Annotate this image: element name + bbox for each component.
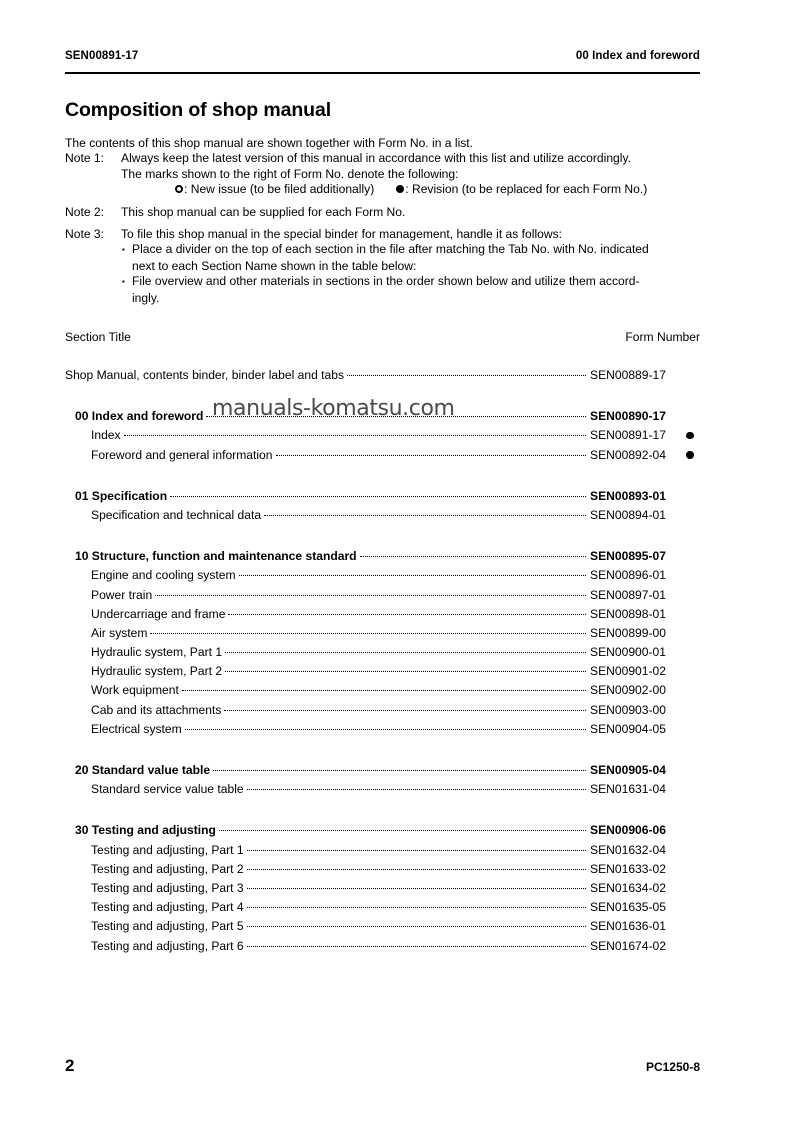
notes-spacer-1 <box>65 198 705 205</box>
toc-rows-container <box>65 368 700 958</box>
footer-page-number: 2 <box>65 1056 75 1075</box>
note-3-bullet-1-line-1: Place a divider on the top of each section in the file after matching the Tab No. with No. indicated <box>132 242 649 257</box>
revision-label: : Revision (to be replaced for each Form No.) <box>405 182 648 197</box>
toc-entry[interactable] <box>65 607 700 626</box>
toc-entry-title: Testing and adjusting, Part 3 <box>91 880 244 895</box>
toc-dot-leader <box>206 416 586 417</box>
toc-group-spacer <box>65 467 700 489</box>
page-title: Composition of shop manual <box>65 99 332 121</box>
footer-model-name: PC1250-8 <box>645 1060 700 1074</box>
toc-entry[interactable] <box>65 489 700 508</box>
toc-entry[interactable] <box>65 843 700 862</box>
toc-entry[interactable] <box>65 900 700 919</box>
toc-dot-leader <box>247 789 586 790</box>
toc-entry-form-number: SEN00899-00 <box>590 625 666 640</box>
toc-entry-title: Testing and adjusting, Part 2 <box>91 861 244 876</box>
toc-entry-title: 00 Index and foreword <box>75 409 204 424</box>
note-3-bullet-2-line-1: File overview and other materials in sections in the order shown below and utilize them accord- <box>132 274 640 289</box>
note-3-bullet-1-cont <box>65 259 705 274</box>
toc-dot-leader <box>170 496 586 497</box>
toc-dot-leader <box>225 652 586 653</box>
toc-entry[interactable] <box>65 939 700 958</box>
toc-entry-form-number: SEN01635-05 <box>590 900 666 915</box>
toc-entry[interactable] <box>65 763 700 782</box>
table-of-contents <box>65 330 700 958</box>
note-3-bullet-2-line-2: ingly. <box>132 290 160 305</box>
toc-entry-title: Testing and adjusting, Part 6 <box>91 938 244 953</box>
toc-entry[interactable] <box>65 368 700 387</box>
toc-header-form-number: Form Number <box>625 330 700 344</box>
toc-dot-leader <box>247 869 586 870</box>
note-1-text: Always keep the latest version of this manual in accordance with this list and utilize accordingly. <box>121 151 631 166</box>
toc-entry-title: 01 Specification <box>75 488 168 503</box>
note-2 <box>65 205 705 220</box>
toc-entry[interactable] <box>65 568 700 587</box>
note-3-bullet-1-line-2: next to each Section Name shown in the table below: <box>132 258 417 273</box>
toc-entry[interactable] <box>65 428 700 447</box>
toc-entry[interactable] <box>65 409 700 428</box>
toc-entry-form-number: SEN00890-17 <box>590 409 666 424</box>
toc-entry-form-number: SEN00902-00 <box>590 683 666 698</box>
toc-entry[interactable] <box>65 703 700 722</box>
toc-entry-form-number: SEN00903-00 <box>590 702 666 717</box>
toc-entry-form-number: SEN01636-01 <box>590 919 666 934</box>
toc-dot-leader <box>219 830 586 831</box>
toc-dot-leader <box>224 710 586 711</box>
toc-entry-form-number: SEN00898-01 <box>590 606 666 621</box>
note-2-text: This shop manual can be supplied for each Form No. <box>121 204 406 219</box>
header-section-name: 00 Index and foreword <box>575 50 700 62</box>
toc-entry-title: Testing and adjusting, Part 5 <box>91 919 244 934</box>
toc-entry-title: Index <box>91 428 121 443</box>
toc-entry-title: Standard service value table <box>91 782 244 797</box>
toc-dot-leader <box>264 515 586 516</box>
header-document-code: SEN00891-17 <box>65 50 139 62</box>
toc-entry[interactable] <box>65 722 700 741</box>
toc-dot-leader <box>247 946 586 947</box>
toc-entry[interactable] <box>65 881 700 900</box>
toc-entry-form-number: SEN00891-17 <box>590 428 666 443</box>
toc-entry-title: Testing and adjusting, Part 4 <box>91 900 244 915</box>
toc-dot-leader <box>276 455 586 456</box>
toc-dot-leader <box>347 375 586 376</box>
toc-dot-leader <box>185 729 586 730</box>
toc-entry-form-number: SEN00905-04 <box>590 763 666 777</box>
toc-entry-form-number: SEN00900-01 <box>590 645 666 660</box>
toc-entry-form-number: SEN00901-02 <box>590 664 666 679</box>
toc-entry-form-number: SEN00897-01 <box>590 587 666 602</box>
toc-entry-form-number: SEN00892-04 <box>590 447 666 462</box>
toc-group-spacer <box>65 387 700 409</box>
toc-entry-title: Cab and its attachments <box>91 702 222 717</box>
toc-entry-title: Undercarriage and frame <box>91 606 226 621</box>
note-3 <box>65 227 705 242</box>
toc-entry-form-number: SEN01674-02 <box>590 938 666 953</box>
intro-notes-block <box>65 136 705 306</box>
mark-legend-row <box>65 182 705 197</box>
toc-group-spacer <box>65 801 700 823</box>
notes-spacer-2 <box>65 220 705 227</box>
toc-entry[interactable] <box>65 683 700 702</box>
toc-dot-leader <box>247 850 586 851</box>
toc-entry-title: Electrical system <box>91 721 182 736</box>
toc-entry-form-number: SEN00889-17 <box>590 368 666 382</box>
toc-entry-title: Specification and technical data <box>91 507 262 522</box>
toc-entry[interactable] <box>65 588 700 607</box>
note-3-label: Note 3: <box>65 227 104 242</box>
toc-entry-title: Engine and cooling system <box>91 568 236 583</box>
page-header <box>65 50 700 62</box>
toc-dot-leader <box>225 671 586 672</box>
note-3-bullet-2-cont <box>65 291 705 306</box>
toc-entry-form-number: SEN01631-04 <box>590 782 666 797</box>
note-3-text: To file this shop manual in the special binder for management, handle it as follows: <box>121 227 562 242</box>
toc-entry-form-number: SEN01632-04 <box>590 842 666 857</box>
toc-entry[interactable] <box>65 645 700 664</box>
square-bullet-icon: ▪ <box>122 245 125 255</box>
toc-entry-revision-mark <box>686 428 700 442</box>
note-3-bullet-2 <box>65 274 705 290</box>
square-bullet-icon: ▪ <box>122 277 125 287</box>
toc-entry[interactable] <box>65 626 700 645</box>
new-issue-circle-icon <box>175 185 183 193</box>
toc-entry-title: 10 Structure, function and maintenance standard <box>75 549 357 564</box>
note-3-bullet-1 <box>65 242 705 258</box>
toc-entry-form-number: SEN01633-02 <box>590 861 666 876</box>
toc-dot-leader <box>155 595 586 596</box>
toc-group-spacer <box>65 741 700 763</box>
revision-dot-icon <box>686 432 694 440</box>
toc-entry[interactable] <box>65 508 700 527</box>
toc-dot-leader <box>124 435 586 436</box>
toc-entry-form-number: SEN00894-01 <box>590 507 666 522</box>
toc-dot-leader <box>239 575 586 576</box>
toc-entry-form-number: SEN01634-02 <box>590 880 666 895</box>
toc-dot-leader <box>247 907 586 908</box>
toc-entry-title: Hydraulic system, Part 1 <box>91 645 223 660</box>
toc-entry-title: Power train <box>91 587 153 602</box>
toc-dot-leader <box>213 770 586 771</box>
toc-entry-title: Testing and adjusting, Part 1 <box>91 842 244 857</box>
toc-entry-title: Air system <box>91 625 148 640</box>
new-issue-label: : New issue (to be filed additionally) <box>184 182 375 197</box>
toc-entry-form-number: SEN00893-01 <box>590 488 666 503</box>
toc-entry-form-number: SEN00906-06 <box>590 823 666 838</box>
toc-entry-form-number: SEN00904-05 <box>590 721 666 736</box>
toc-entry-title: Hydraulic system, Part 2 <box>91 664 223 679</box>
toc-entry[interactable] <box>65 448 700 467</box>
site-watermark: manuals-komatsu.com <box>212 396 455 421</box>
toc-entry-title: Shop Manual, contents binder, binder label and tabs <box>65 368 345 382</box>
note-1 <box>65 151 705 166</box>
toc-entry-form-number: SEN00896-01 <box>590 568 666 583</box>
note-1-label: Note 1: <box>65 151 104 166</box>
toc-group-spacer <box>65 527 700 549</box>
toc-dot-leader <box>247 926 586 927</box>
toc-entry-form-number: SEN00895-07 <box>590 549 666 564</box>
toc-dot-leader <box>360 556 586 557</box>
toc-entry[interactable] <box>65 862 700 881</box>
toc-column-headers <box>65 330 700 344</box>
toc-entry[interactable] <box>65 919 700 938</box>
toc-entry[interactable] <box>65 823 700 842</box>
toc-dot-leader <box>228 614 586 615</box>
toc-entry[interactable] <box>65 782 700 801</box>
note-2-label: Note 2: <box>65 204 104 219</box>
toc-entry-revision-mark <box>686 448 700 462</box>
toc-entry-title: Work equipment <box>91 683 179 698</box>
intro-lead-line: The contents of this shop manual are shown together with Form No. in a list. <box>65 136 474 150</box>
toc-entry[interactable] <box>65 549 700 568</box>
toc-entry[interactable] <box>65 664 700 683</box>
toc-dot-leader <box>182 690 586 691</box>
note-1-subline: The marks shown to the right of Form No. denote the following: <box>121 166 459 181</box>
toc-entry-title: 30 Testing and adjusting <box>75 823 216 838</box>
toc-dot-leader <box>247 888 586 889</box>
revision-dot-icon <box>396 185 404 193</box>
toc-dot-leader <box>150 633 586 634</box>
header-divider <box>65 72 700 74</box>
toc-entry-title: Foreword and general information <box>91 447 273 462</box>
toc-header-section-title: Section Title <box>65 330 131 344</box>
revision-dot-icon <box>686 451 694 459</box>
toc-entry-title: 20 Standard value table <box>75 763 211 777</box>
